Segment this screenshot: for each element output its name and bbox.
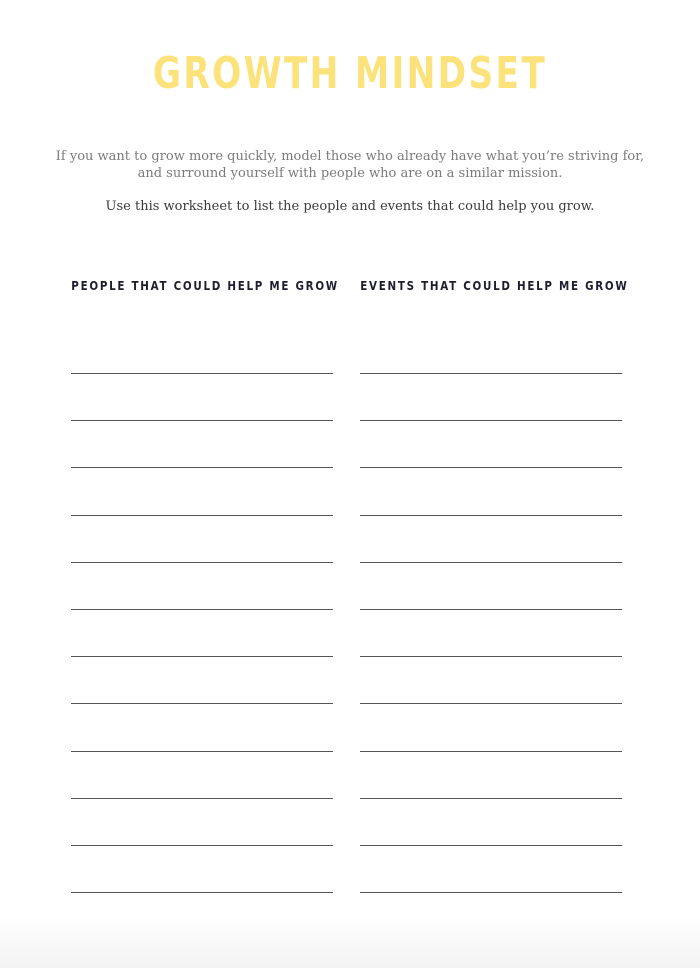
events-writing-line [360,751,622,752]
events-writing-line [360,562,622,563]
events-writing-line [360,467,622,468]
people-writing-line [71,609,333,610]
people-writing-line [71,845,333,846]
people-writing-line [71,751,333,752]
events-writing-line [360,845,622,846]
people-writing-line [71,892,333,893]
intro-paragraph [0,148,700,182]
instruction-text: Use this worksheet to list the people and events that could help you grow. [105,199,595,214]
people-writing-line [71,562,333,563]
people-writing-line [71,656,333,657]
events-writing-line [360,515,622,516]
people-writing-line [71,515,333,516]
events-writing-line [360,420,622,421]
events-writing-line [360,892,622,893]
page-title: GROWTH MINDSET [152,48,548,99]
people-writing-line [71,703,333,704]
people-column-heading: PEOPLE THAT COULD HELP ME GROW [71,279,339,293]
events-column-heading: EVENTS THAT COULD HELP ME GROW [360,279,629,293]
events-writing-line [360,609,622,610]
intro-line-1: If you want to grow more quickly, model those who already have what you’re striving for, [55,149,645,164]
events-writing-line [360,798,622,799]
events-writing-line [360,656,622,657]
people-writing-line [71,798,333,799]
people-writing-line [71,420,333,421]
people-writing-line [71,373,333,374]
intro-line-2: and surround yourself with people who are on a similar mission. [137,166,563,181]
events-writing-line [360,373,622,374]
events-writing-line [360,703,622,704]
people-writing-line [71,467,333,468]
